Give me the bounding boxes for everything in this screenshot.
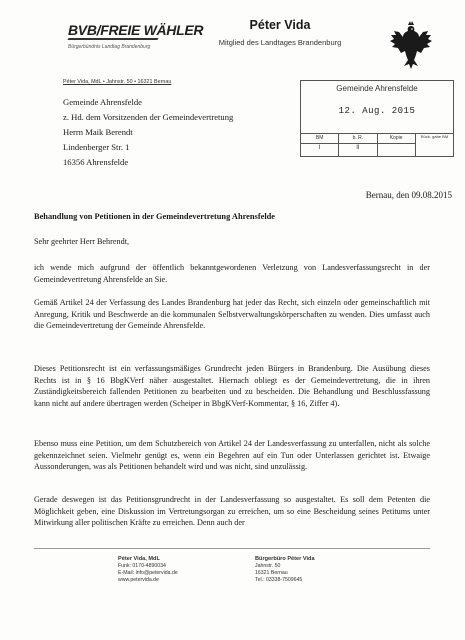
salutation: Sehr geehrter Herr Behrendt, (34, 237, 130, 246)
party-logo (68, 22, 204, 54)
eagle-coat-of-arms-icon (388, 20, 434, 72)
stamp-cell-value: II (356, 145, 360, 151)
recipient-line-5: 16356 Ahrensfelde (63, 157, 129, 167)
paragraph-5: Gerade deswegen ist das Petitionsgrundrecht in der Landesverfassung so ausgestaltet. Es soll dem Petenten die Möglichkeit geben, eine Diskussion im Vertretungsorgan zu erreichen, um so eine Bescheidung seines Petitums unter Mitwirkung aller politischen Kräfte zu erreichen. Denn auch der (34, 495, 430, 527)
stamp-cell (378, 134, 416, 156)
stamp-cell-divider (339, 143, 376, 144)
stamp-cell-label: Kopie (389, 135, 403, 141)
recipient-line-4: Lindenberger Str. 1 (63, 142, 130, 152)
letter-date: Bernau, den 09.08.2015 (365, 190, 452, 200)
stamp-cell-divider (301, 143, 338, 144)
stamp-cell-label: BM (315, 135, 324, 141)
footer-right-phone: Tel.: 03338-7509645 (255, 577, 303, 583)
sender-name: Péter Vida (249, 18, 311, 32)
footer-left-email: E-Mail: info@petervida.de (118, 570, 178, 576)
paragraph-1: ich wende mich aufgrund der öffentlich bekanntgewordenen Verletzung von Landesverfassungsrecht in der Gemeindevertretung Ahrensfelde an Sie. (34, 263, 430, 284)
footer-right-name: Bürgerbüro Péter Vida (255, 556, 315, 562)
paragraph-2: Gemäß Artikel 24 der Verfassung des Landes Brandenburg hat jeder das Recht, sich einzeln oder gemeinschaftlich mit Anregung, Kritik und Beschwerde an die kommunalen Selbstverwaltungskörperschaften zu wenden. Dies umfasst auch die Gemeindevertretung der Gemeinde Ahrensfelde. (34, 298, 430, 330)
recipient-line-2: z. Hd. dem Vorsitzenden der Gemeindevertretung (63, 112, 234, 122)
recipient-line-3: Herrn Maik Berendt (63, 127, 133, 137)
paragraph-3: Dieses Petitionsrecht ist ein verfassungsmäßiges Grundrecht jeden Bürgers in Brandenburg. Die Ausübung dieses Rechts ist in § 16 BbgKVerf näher ausgestaltet. Hiernach obliegt es der Gemeindevertretung, die in ihren Zuständigkeitsbereich fallenden Petitionen zu bearbeiten und zu bescheiden. Die Behandlung und Beschlussfassung kann nicht auf andere übertragen werden (Scheiper in BbgKVerf-Kommentar, § 16, Ziffer 4). (34, 364, 430, 408)
footer-contact-left (118, 556, 178, 584)
footer-right-street: Jahnstr. 50 (255, 563, 281, 569)
footer-divider (34, 548, 430, 549)
footer-contact-right (255, 556, 315, 584)
sender-return-address: Péter Vida, MdL • Jahnstr. 50 • 16321 Bernau (63, 79, 172, 85)
stamp-cell (339, 134, 377, 156)
logo-subtitle: Bürgerbündnis Landtag Brandenburg (68, 44, 151, 50)
sender-role: Mitglied des Landtages Brandenburg (218, 38, 342, 47)
recipient-line-1: Gemeinde Ahrensfelde (63, 97, 142, 107)
stamp-cell (301, 134, 339, 156)
footer-right-city: 16321 Bernau (255, 570, 288, 576)
stamp-routing-table (300, 133, 454, 157)
letter-subject: Behandlung von Petitionen in der Gemeindevertretung Ahrensfelde (34, 212, 276, 221)
footer-left-name: Péter Vida, MdL (118, 556, 160, 562)
stamp-title: Gemeinde Ahrensfelde (336, 84, 418, 93)
stamp-cell (416, 134, 453, 156)
received-stamp (300, 80, 454, 134)
logo-text: BVB/FREIE WÄHLER (68, 22, 204, 38)
stamp-cell-divider (378, 143, 415, 144)
footer-left-web: www.petervida.de (118, 577, 159, 583)
stamp-cell-label: b. R. (352, 135, 364, 141)
paragraph-4: Ebenso muss eine Petition, um dem Schutzbereich von Artikel 24 der Landesverfassung zu unterfallen, nicht als solche gekennzeichnet seien. Vielmehr genügt es, wenn ein Begehren auf ein Tun oder Unterlassen gerichtet ist. Etwaige Aussonderungen, was als Petitionen behandelt wird und was nicht, sind unzulässig. (34, 439, 430, 471)
stamp-cell-value: I (318, 145, 321, 151)
stamp-date: 12. Aug. 2015 (338, 106, 416, 116)
logo-swoosh (67, 38, 158, 40)
footer-left-phone: Funk: 0170-4890034 (118, 563, 166, 569)
stamp-cell-label: Rück- gabe BM (420, 134, 449, 139)
